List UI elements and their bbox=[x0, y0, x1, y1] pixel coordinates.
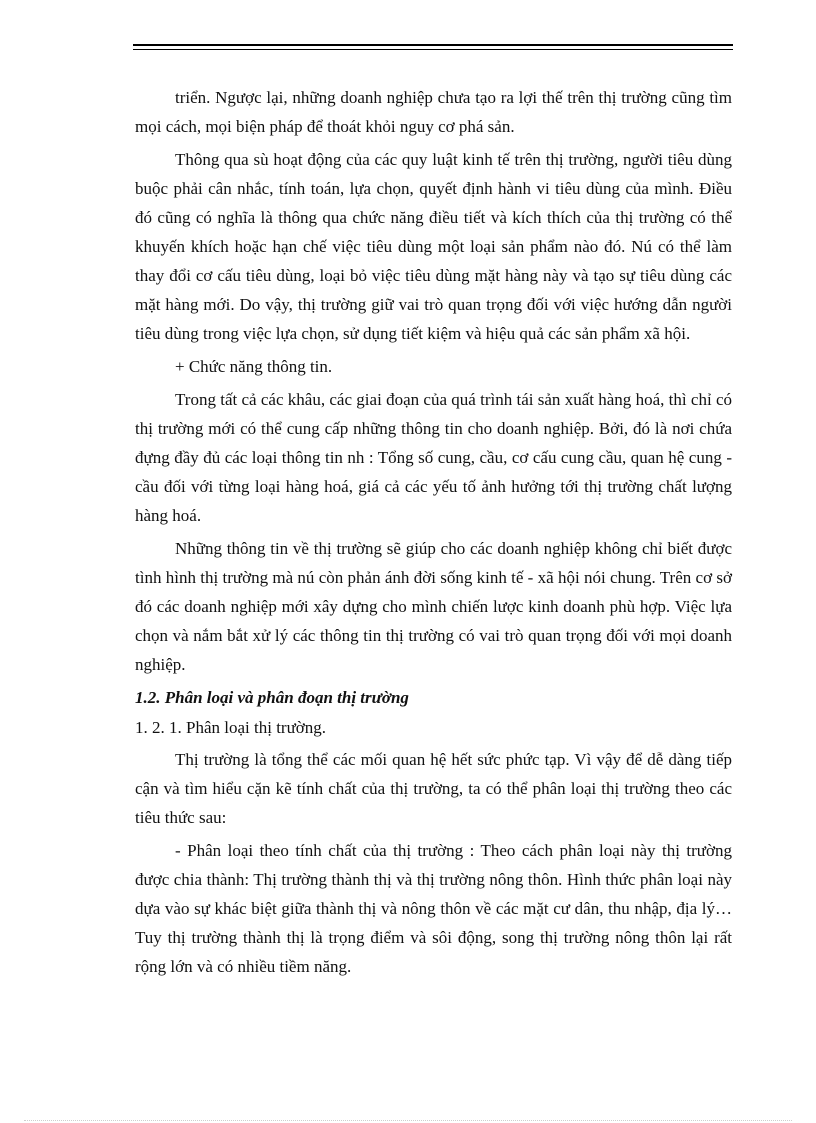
section-heading: 1.2. Phân loại và phân đoạn thị trường bbox=[135, 688, 409, 707]
paragraph-info-function: Trong tất cả các khâu, các giai đoạn của quá trình tái sản xuất hàng hoá, thì chỉ có thị trường mới có thể cung cấp những thông tin cho doanh nghiệp. Bởi, đó là nơi chứa đựng đầy đủ các loại thông tin nh : Tổng số cung, cầu, cơ cấu cung cầu, quan hệ cung - cầu đối với từng loại hàng hoá, giá cả các yếu tố ảnh hưởng tới thị trường chất lượng hàng hoá. bbox=[135, 390, 732, 525]
paragraph-info-function-title: + Chức năng thông tin. bbox=[175, 357, 333, 376]
paragraph-classification-nature: - Phân loại theo tính chất của thị trường : Theo cách phân loại này thị trường được chia thành: Thị trường thành thị và thị trường nông thôn. Hình thức phân loại này dựa vào sự khác biệt giữa thành thị và nông thôn về các mặt cư dân, thu nhập, địa lý… Tuy thị trường thành thị là trọng điểm và sôi động, song thị trường nông thôn lại rất rộng lớn và có nhiều tiềm năng. bbox=[135, 841, 732, 976]
header-rule-thin bbox=[133, 49, 733, 50]
document-body bbox=[135, 83, 732, 985]
paragraph-market-regulation: Thông qua sù hoạt động của các quy luật kinh tế trên thị trường, người tiêu dùng buộc phải cân nhắc, tính toán, lựa chọn, quyết định hành vi tiêu dùng của mình. Điều đó cũng có nghĩa là thông qua chức năng điều tiết và kích thích của thị trường có thể khuyến khích hoặc hạn chế việc tiêu dùng một loại sản phẩm nào đó. Nú có thể làm thay đổi cơ cấu tiêu dùng, loại bỏ việc tiêu dùng mặt hàng này và tạo sự tiêu dùng các mặt hàng mới. Do vậy, thị trường giữ vai trò quan trọng đối với việc hướng dẫn người tiêu dùng trong việc lựa chọn, sử dụng tiết kiệm và hiệu quả các sản phẩm xã hội. bbox=[135, 150, 732, 343]
paragraph-classification-intro: Thị trường là tổng thể các mối quan hệ hết sức phức tạp. Vì vậy để dễ dàng tiếp cận và tìm hiểu cặn kẽ tính chất của thị trường, ta có thể phân loại thị trường theo các tiêu thức sau: bbox=[135, 750, 732, 827]
header-rule-thick bbox=[133, 44, 733, 46]
paragraph-continuation: triển. Ngược lại, những doanh nghiệp chưa tạo ra lợi thế trên thị trường cũng tìm mọi cách, mọi biện pháp để thoát khỏi nguy cơ phá sản. bbox=[135, 88, 732, 136]
page-bottom-border bbox=[24, 1120, 792, 1121]
subsection-heading: 1. 2. 1. Phân loại thị trường. bbox=[135, 718, 327, 737]
paragraph-market-information: Những thông tin về thị trường sẽ giúp cho các doanh nghiệp không chỉ biết được tình hình thị trường mà nú còn phản ánh đời sống kinh tế - xã hội nói chung. Trên cơ sở đó các doanh nghiệp mới xây dựng cho mình chiến lược kinh doanh phù hợp. Việc lựa chọn và nắm bắt xử lý các thông tin thị trường có vai trò quan trọng đối với mọi doanh nghiệp. bbox=[135, 539, 732, 674]
